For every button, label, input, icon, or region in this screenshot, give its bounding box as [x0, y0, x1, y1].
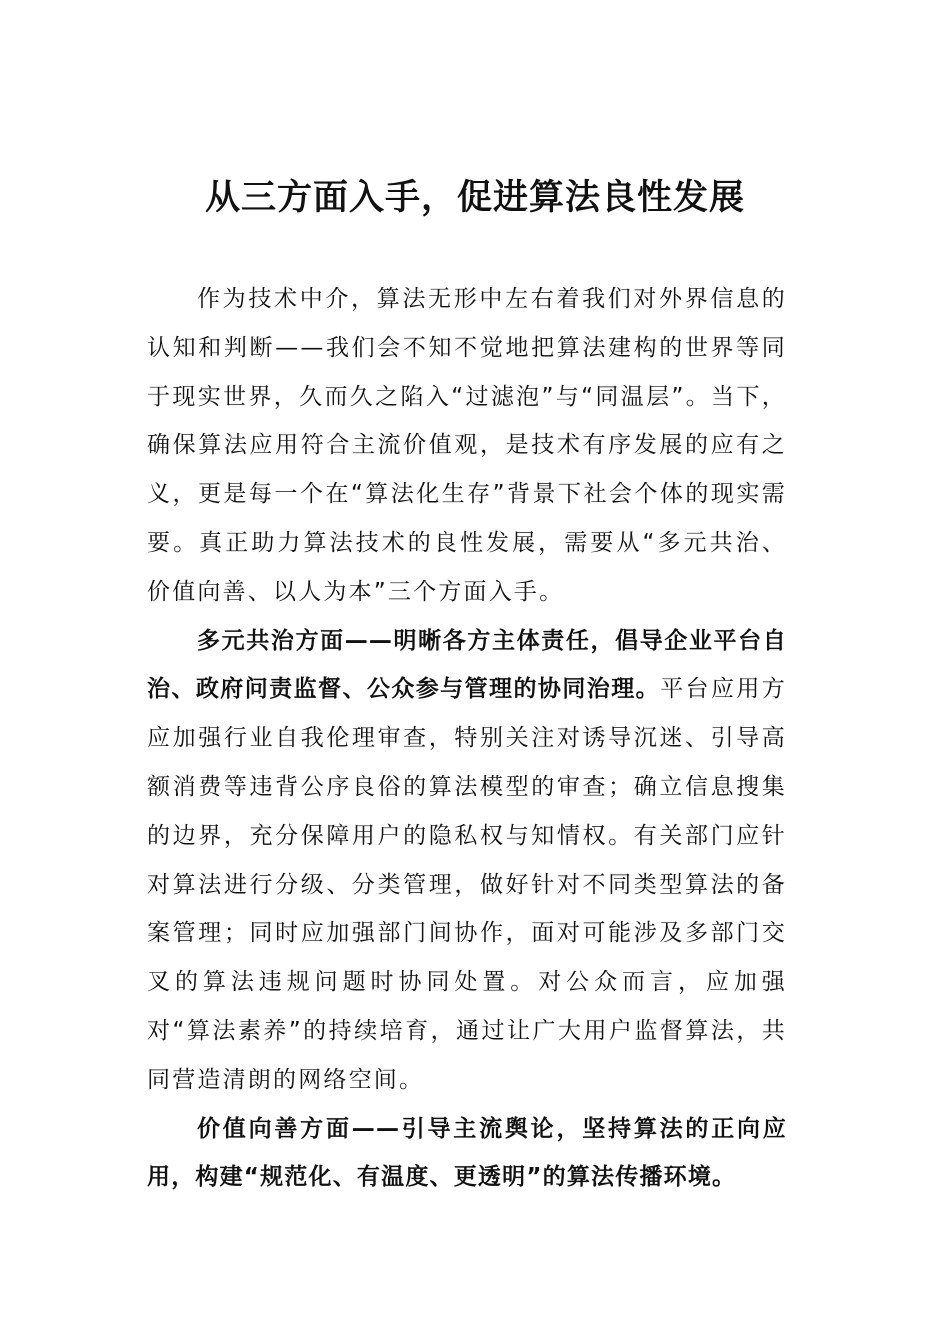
paragraph-multi-governance-text: 平台应用方应加强行业自我伦理审查，特别关注对诱导沉迷、引导高额消费等违背公序良俗的算法模型的审查；确立信息搜集的边界，充分保障用户的隐私权与知情权。有关部门应针对算法进行分级、分类管理，做好针对不同类型算法的备案管理；同时应加强部门间协作，面对可能涉及多部门交叉的算法违规问题时协同处置。对公众而言，应加强对“算法素养”的持续培育，通过让广大用户监督算法，共同营造清朗的网络空间。 — [147, 676, 788, 1093]
paragraph-intro-text: 作为技术中介，算法无形中左右着我们对外界信息的认知和判断——我们会不知不觉地把算法建构的世界等同于现实世界，久而久之陷入“过滤泡”与“同温层”。当下，确保算法应用符合主流价值观，是技术有序发展的应有之义，更是每一个在“算法化生存”背景下社会个体的现实需要。真正助力算法技术的良性发展，需要从“多元共治、价值向善、以人为本”三个方面入手。 — [147, 286, 787, 605]
paragraph-value-good-lead: 价值向善方面——引导主流舆论，坚持算法的正向应用，构建“规范化、有温度、更透明”的算法传播环境。 — [147, 1115, 787, 1191]
paragraph-intro — [147, 275, 787, 617]
paragraph-value-good — [147, 1105, 787, 1203]
paragraph-multi-governance-lead: 多元共治方面——明晰各方主体责任，倡导企业平台自治、政府问责监督、公众参与管理的协同治理。 — [147, 627, 787, 703]
paragraph-multi-governance — [147, 617, 787, 1105]
document-title: 从三方面入手，促进算法良性发展 — [204, 177, 745, 218]
document-body — [147, 275, 787, 1202]
